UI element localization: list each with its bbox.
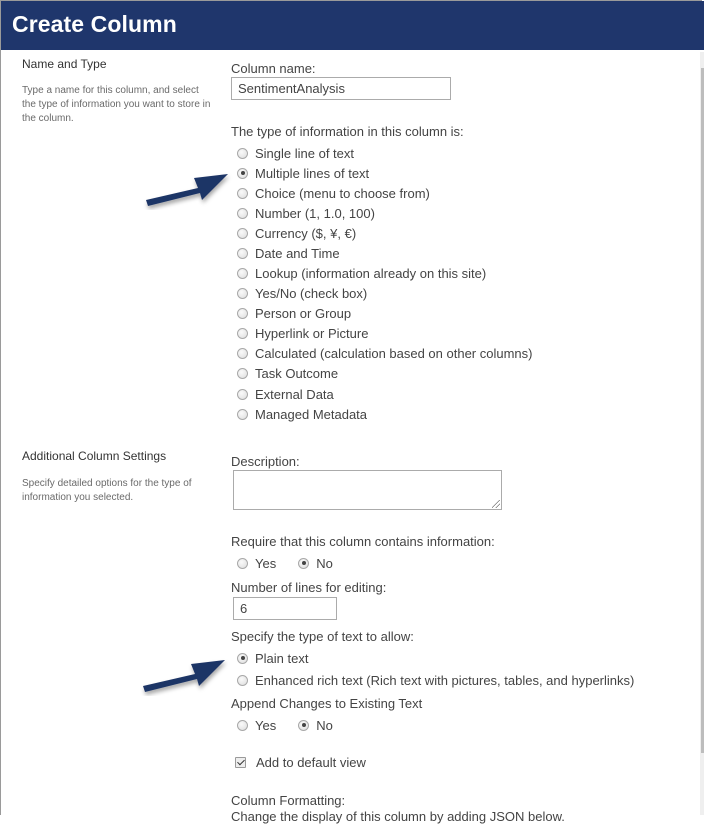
radio-label: Single line of text [255,145,355,161]
radio-label: Person or Group [255,305,352,321]
formatting-description: Change the display of this column by adding JSON below. [231,809,565,824]
radio-label: Lookup (information already on this site) [255,265,487,281]
radio-button[interactable] [237,188,248,199]
section-title-name-type: Name and Type [22,57,107,71]
require-no-option[interactable] [298,556,333,571]
column-type-option[interactable] [237,384,334,404]
append-label: Append Changes to Existing Text [231,696,423,711]
type-label: The type of information in this column is: [231,124,464,139]
column-type-option[interactable] [237,163,369,183]
default-view-checkbox[interactable] [235,757,246,768]
section-desc-additional: Specify detailed options for the type of information you selected. [22,478,192,503]
radio-label: Managed Metadata [255,406,368,422]
annotation-arrow-icon [137,654,232,696]
radio-button[interactable] [237,148,248,159]
text-type-plain-option[interactable] [237,648,308,668]
description-label: Description: [231,454,300,469]
radio-button[interactable] [237,228,248,239]
radio-label: Hyperlink or Picture [255,325,369,341]
dialog-title: Create Column [12,11,177,37]
radio-label: Enhanced rich text (Rich text with pictures, tables, and hyperlinks) [255,672,635,688]
column-type-option[interactable] [237,404,367,424]
column-type-option[interactable] [237,323,368,343]
column-type-option[interactable] [237,343,533,363]
radio-label: Number (1, 1.0, 100) [255,205,375,221]
section-title-additional: Additional Column Settings [22,449,167,463]
radio-button[interactable] [237,288,248,299]
radio-button[interactable] [237,720,248,731]
column-type-option[interactable] [237,203,375,223]
radio-button[interactable] [237,208,248,219]
default-view-label: Add to default view [256,754,366,770]
radio-label: Date and Time [255,245,340,261]
radio-label: Calculated (calculation based on other columns) [255,345,533,361]
lines-label: Number of lines for editing: [231,580,387,595]
append-radio-group [237,715,355,735]
text-type-rich-option[interactable] [237,670,634,690]
append-no-option[interactable] [298,718,333,733]
radio-button[interactable] [298,558,309,569]
radio-label: Currency ($, ¥, €) [255,225,357,241]
radio-button[interactable] [237,328,248,339]
radio-label: Yes/No (check box) [255,285,368,301]
dialog-titlebar [1,1,704,50]
column-type-option[interactable] [237,143,354,163]
radio-label: No [316,717,333,733]
radio-button[interactable] [237,308,248,319]
radio-label: No [316,555,333,571]
column-type-option[interactable] [237,183,430,203]
radio-button[interactable] [237,409,248,420]
column-type-option[interactable] [237,263,486,283]
column-type-option[interactable] [237,223,356,243]
radio-label: Choice (menu to choose from) [255,185,430,201]
radio-button[interactable] [237,653,248,664]
radio-button[interactable] [237,168,248,179]
radio-label: Task Outcome [255,365,339,381]
radio-button[interactable] [237,348,248,359]
require-radio-group [237,553,355,573]
radio-label: External Data [255,386,334,402]
require-yes-option[interactable] [237,556,276,571]
section-desc-name-type: Type a name for this column, and select the type of information you want to store in the column. [22,85,211,124]
radio-button[interactable] [237,389,248,400]
column-type-option[interactable] [237,243,340,263]
append-yes-option[interactable] [237,718,276,733]
radio-label: Yes [255,555,277,571]
text-type-label: Specify the type of text to allow: [231,629,414,644]
column-name-label: Column name: [231,61,316,76]
column-type-option[interactable] [237,283,367,303]
radio-label: Multiple lines of text [255,165,370,181]
column-name-input[interactable] [231,77,451,100]
column-type-option[interactable] [237,303,351,323]
require-label: Require that this column contains information: [231,534,495,549]
formatting-label: Column Formatting: [231,793,346,808]
annotation-arrow-icon [140,168,235,210]
radio-button[interactable] [237,675,248,686]
radio-label: Plain text [255,650,309,666]
radio-button[interactable] [237,268,248,279]
lines-input[interactable] [233,597,337,620]
radio-label: Yes [255,717,277,733]
radio-button[interactable] [237,368,248,379]
column-type-option[interactable] [237,363,338,383]
radio-button[interactable] [237,558,248,569]
description-textarea[interactable] [233,470,502,510]
radio-button[interactable] [237,248,248,259]
default-view-checkbox-row[interactable] [235,752,366,772]
radio-button[interactable] [298,720,309,731]
resize-handle-icon[interactable] [492,500,500,508]
